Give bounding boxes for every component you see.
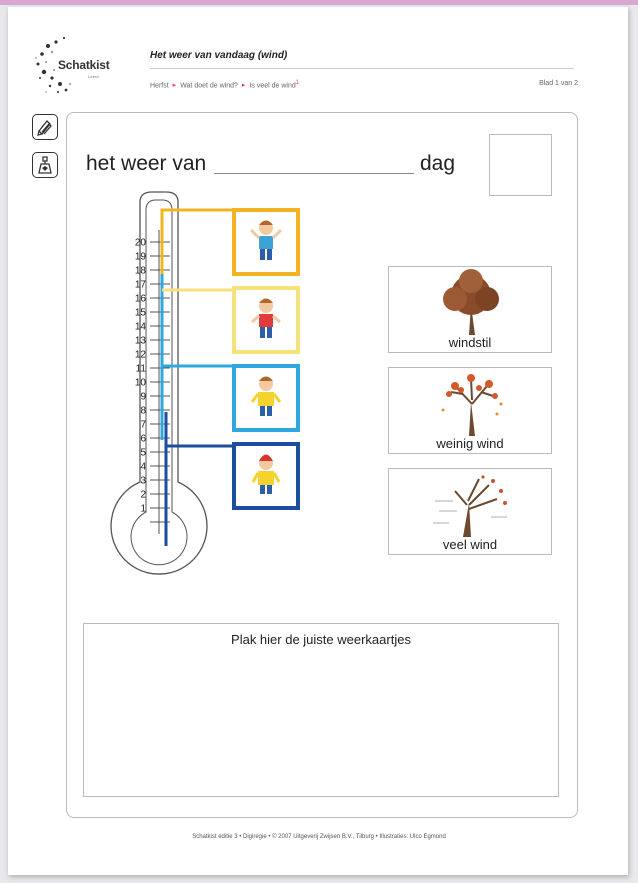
weather-symbol-box[interactable]: [489, 134, 552, 196]
scale-label: 16: [134, 293, 146, 305]
child-card-yellow: [234, 210, 298, 274]
scale-label: 12: [134, 349, 146, 361]
scale-label: 19: [134, 251, 146, 263]
breadcrumb: [150, 80, 299, 89]
weather-heading-text: het weer van: [86, 152, 207, 175]
scale-label: 18: [134, 265, 146, 277]
scale-label: 1: [140, 503, 146, 515]
scale-label: 3: [140, 475, 146, 487]
tree-some-leaves-icon: [431, 370, 511, 438]
breadcrumb-separator: ▸: [172, 82, 177, 90]
scale-label: 13: [134, 335, 146, 347]
wind-card-label: veel wind: [442, 537, 498, 552]
paste-area-label: Plak hier de juiste weerkaartjes: [231, 632, 411, 647]
schatkist-logo: [28, 32, 110, 102]
glue-button[interactable]: [32, 152, 58, 178]
scale-label: 2: [140, 489, 146, 501]
wind-card-label: weinig wind: [436, 436, 504, 451]
wind-card-weinig-wind[interactable]: [388, 367, 552, 454]
scale-label: 6: [140, 433, 146, 445]
day-write-line[interactable]: [214, 173, 414, 174]
breadcrumb-separator: ▸: [241, 82, 246, 90]
scale-label: 15: [134, 307, 146, 319]
scale-label: 4: [140, 461, 146, 473]
glue-icon: [35, 155, 55, 175]
weather-heading-dag: dag: [420, 152, 456, 175]
scale-label: 11: [135, 363, 146, 375]
scale-label: 5: [140, 447, 146, 459]
footer-credits: Schatkist editie 3 • Digiregie • © 2007 Uitgeverij Zwijsen B.V., Tilburg • Illustraties: Ulco Egmond: [192, 834, 446, 840]
breadcrumb-item-3: Is veel de wind: [249, 82, 296, 90]
wind-card-veel-wind[interactable]: [388, 468, 552, 555]
tree-full-leaves-icon: [431, 269, 511, 337]
breadcrumb-item-1: Herfst: [150, 82, 169, 90]
scale-label: 14: [134, 321, 146, 333]
wind-card-windstil[interactable]: [388, 266, 552, 353]
child-card-dark-blue: [234, 444, 298, 508]
scale-label: 10: [134, 377, 146, 389]
tree-bare-windy-icon: [431, 471, 511, 539]
wind-thermometer: [80, 190, 310, 602]
scale-label: 7: [140, 419, 146, 431]
child-card-light-blue: [234, 366, 298, 430]
header-divider: [150, 68, 574, 69]
page-number: Blad 1 van 2: [539, 80, 578, 87]
scale-label: 8: [140, 405, 146, 417]
crayons-icon: [35, 117, 55, 137]
scale-label: 20: [134, 237, 146, 249]
scale-label: 9: [140, 391, 146, 403]
scale-label: 17: [134, 279, 146, 291]
logo-text: Schatkist: [58, 58, 110, 72]
crayons-button[interactable]: [32, 114, 58, 140]
logo-subtext: Lezen: [88, 74, 99, 79]
wind-card-label: windstil: [448, 335, 492, 350]
top-color-bar: [0, 0, 638, 5]
child-card-light-yellow: [234, 288, 298, 352]
breadcrumb-mark: 1: [295, 80, 300, 86]
breadcrumb-item-2: Wat doet de wind?: [180, 82, 238, 90]
page-title: Het weer van vandaag (wind): [150, 50, 288, 61]
paste-area[interactable]: [83, 623, 559, 797]
